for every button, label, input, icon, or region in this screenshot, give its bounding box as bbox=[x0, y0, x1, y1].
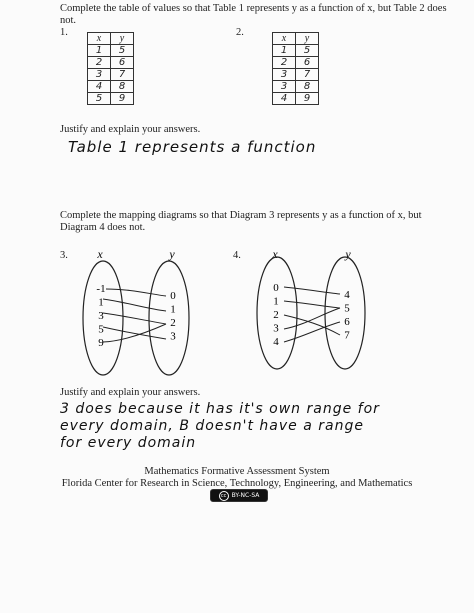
diagram4-x-label: x bbox=[272, 247, 278, 261]
table1-cell: 4 bbox=[88, 81, 111, 93]
diagram3-range-value: 3 bbox=[170, 330, 176, 343]
mapping-line bbox=[106, 289, 166, 296]
justify-label-1: Justify and explain your answers. bbox=[60, 124, 201, 135]
table1-header-y: y bbox=[111, 33, 134, 45]
table1-header-x: x bbox=[88, 33, 111, 45]
creative-commons-badge bbox=[210, 489, 268, 502]
diagram4-number: 4. bbox=[233, 250, 241, 261]
diagram4-range-values bbox=[344, 289, 350, 342]
table1-cell: 3 bbox=[88, 69, 111, 81]
table1-number: 1. bbox=[60, 27, 68, 38]
table2-number: 2. bbox=[236, 27, 244, 38]
mapping-line bbox=[284, 301, 340, 308]
handwritten-answer-2 bbox=[60, 401, 470, 452]
diagram3-domain-value: -1 bbox=[96, 283, 106, 295]
table2-cell: 6 bbox=[296, 57, 319, 69]
mapping-line bbox=[103, 327, 166, 339]
diagram4-range-value: 5 bbox=[344, 302, 350, 315]
table1-cell: 5 bbox=[88, 93, 111, 105]
table1-cell: 1 bbox=[88, 45, 111, 57]
mapping-line bbox=[284, 322, 340, 342]
table1-cell: 5 bbox=[111, 45, 134, 57]
table1-cell: 7 bbox=[111, 69, 134, 81]
handwritten-line: every domain, B doesn't have a range bbox=[60, 418, 364, 434]
table1-cell: 6 bbox=[111, 57, 134, 69]
table2-header-x: x bbox=[273, 33, 296, 45]
table2-cell: 3 bbox=[273, 69, 296, 81]
footer-line-1: Mathematics Formative Assessment System bbox=[144, 466, 330, 477]
table2-cell: 7 bbox=[296, 69, 319, 81]
mapping-line bbox=[103, 299, 166, 311]
diagram4-domain-value: 1 bbox=[273, 295, 279, 308]
footer-line-2: Florida Center for Research in Science, Technology, Engineering, and Mathematics bbox=[61, 478, 413, 489]
diagram4-domain-value: 2 bbox=[273, 309, 279, 321]
diagram3-x-label: x bbox=[97, 247, 103, 261]
table2-header-y: y bbox=[296, 33, 319, 45]
handwritten-answer-1: Table 1 represents a function bbox=[68, 138, 317, 156]
diagram3-range-value: 1 bbox=[170, 303, 176, 316]
diagram3-domain-value: 3 bbox=[98, 310, 104, 322]
diagram4-range-value: 6 bbox=[344, 316, 350, 328]
diagram3-range-oval bbox=[149, 261, 189, 375]
table2-cell: 5 bbox=[296, 45, 319, 57]
tables-instructions: Complete the table of values so that Table 1 represents y as a function of x, but Table 2 does not. bbox=[60, 3, 447, 26]
diagram3-range-value: 0 bbox=[170, 290, 176, 302]
diagram4-range-value: 4 bbox=[344, 289, 350, 301]
table1-cell: 9 bbox=[111, 93, 134, 105]
table2-cell: 2 bbox=[273, 57, 296, 69]
table2-cell: 1 bbox=[273, 45, 296, 57]
mapping-instructions: Complete the mapping diagrams so that Diagram 3 represents y as a function of x, but Diagram 4 does not. bbox=[60, 210, 422, 233]
table2-cell: 8 bbox=[296, 81, 319, 93]
cc-license-terms: BY-NC-SA bbox=[231, 492, 260, 499]
justify-label-2: Justify and explain your answers. bbox=[60, 387, 201, 398]
table2-cell: 3 bbox=[273, 81, 296, 93]
diagram3-domain-value: 9 bbox=[98, 337, 104, 349]
table1-cell: 8 bbox=[111, 81, 134, 93]
mapping-line bbox=[284, 308, 340, 329]
handwritten-line: 3 does because it has it's own range for bbox=[60, 401, 380, 417]
diagram4-y-label: y bbox=[345, 247, 351, 261]
table2-cell: 4 bbox=[273, 93, 296, 105]
diagram3-mapping-lines bbox=[103, 289, 166, 342]
handwritten-line: for every domain bbox=[60, 435, 197, 451]
cc-logo-icon: cc bbox=[219, 491, 229, 501]
diagram3-domain-values bbox=[96, 283, 105, 349]
diagram3-domain-value: 1 bbox=[98, 296, 104, 309]
diagram4-range-value: 7 bbox=[344, 329, 350, 342]
diagram3-range-value: 2 bbox=[170, 317, 176, 329]
mapping-line bbox=[284, 287, 340, 294]
mapping-line bbox=[103, 313, 166, 324]
diagram4-mapping-lines bbox=[284, 287, 340, 342]
diagram3-number: 3. bbox=[60, 250, 68, 261]
diagram4-domain-value: 0 bbox=[273, 282, 279, 294]
table2-cell: 9 bbox=[296, 93, 319, 105]
diagram3-domain-value: 5 bbox=[98, 323, 104, 336]
diagram3-range-values bbox=[170, 290, 176, 343]
diagram4-domain-value: 4 bbox=[273, 336, 279, 348]
diagram4-domain-value: 3 bbox=[273, 322, 279, 335]
table1-cell: 2 bbox=[88, 57, 111, 69]
diagram4-domain-values bbox=[273, 282, 279, 348]
diagram3-y-label: y bbox=[169, 247, 175, 261]
